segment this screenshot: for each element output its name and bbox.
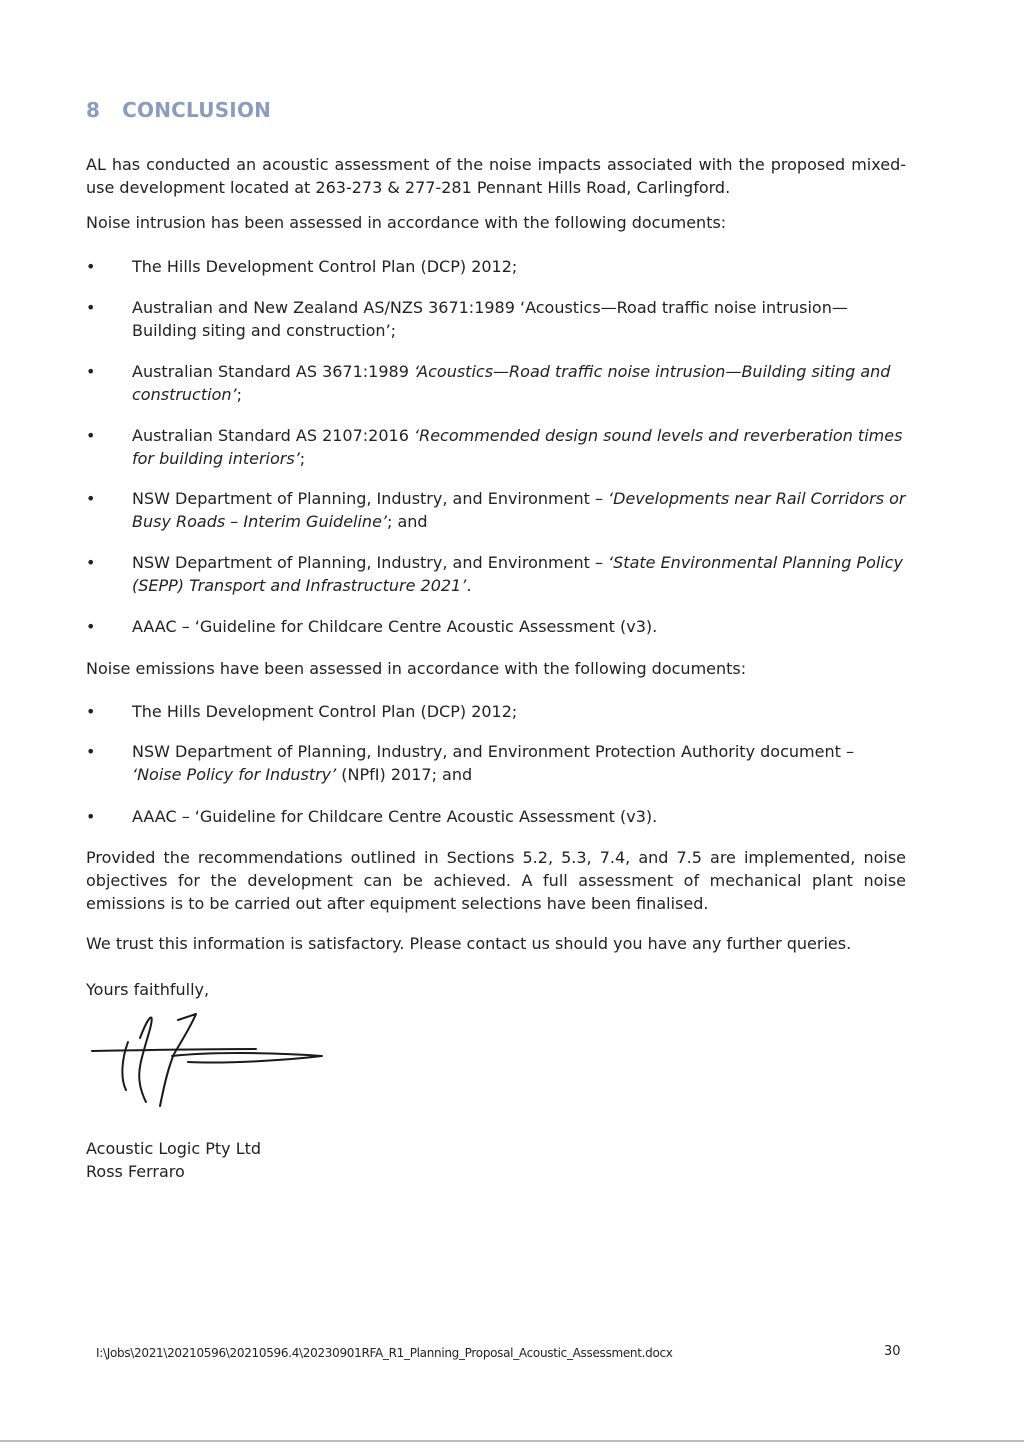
signatory-company: Acoustic Logic Pty Ltd	[86, 1139, 262, 1158]
doc-tail: .	[466, 576, 472, 595]
intro-paragraph: AL has conducted an acoustic assessment of the noise impacts associated with the proposed mixed-use development located at 263-273 & 277-281 Pennant Hills Road, Carlingford.	[86, 155, 906, 197]
recommendations-paragraph: Provided the recommendations outlined in Sections 5.2, 5.3, 7.4, and 7.5 are implemented, noise objectives for the development can be achieved. A full assessment of mechanical plant noise emissions is to be carried out after equipment selections have been finalised.	[86, 848, 906, 913]
bullet: •	[86, 257, 96, 276]
doc-title: ‘State Environmental Planning Policy (SEPP) Transport and Infrastructure 2021’	[132, 553, 904, 595]
page-number: 30	[884, 1344, 901, 1359]
doc-tail: ;	[236, 385, 242, 404]
doc-text: The Hills Development Control Plan (DCP) 2012;	[132, 702, 518, 721]
doc-text: NSW Department of Planning, Industry, and Environment Protection Authority document –	[132, 742, 854, 761]
closing-salutation: Yours faithfully,	[86, 980, 210, 999]
doc-text: NSW Department of Planning, Industry, and Environment –	[132, 489, 609, 508]
section-title: CONCLUSION	[122, 98, 272, 122]
emission-lead: Noise emissions have been assessed in accordance with the following documents:	[86, 659, 747, 678]
bullet: •	[86, 489, 96, 508]
bullet: •	[86, 742, 96, 761]
doc-title: ‘Noise Policy for Industry’	[132, 765, 337, 784]
doc-text: Australian Standard AS 3671:1989	[132, 362, 414, 381]
trust-paragraph: We trust this information is satisfactory. Please contact us should you have any further queries.	[86, 934, 852, 953]
doc-tail: ;	[299, 449, 306, 468]
signatory-name: Ross Ferraro	[86, 1162, 185, 1181]
doc-title: ‘Acoustics—Road traffic noise intrusion—Building siting and construction’	[132, 362, 891, 404]
bullet: •	[86, 617, 96, 636]
doc-text: AAAC – ‘Guideline for Childcare Centre Acoustic Assessment (v3).	[132, 617, 658, 636]
doc-title: ‘Developments near Rail Corridors or Busy Roads – Interim Guideline’	[132, 489, 906, 531]
footer-file-path: I:\Jobs\2021\20210596\20210596.4\20230901RFA_R1_Planning_Proposal_Acoustic_Assessment.docx	[96, 1346, 673, 1360]
bullet: •	[86, 362, 96, 381]
doc-title: ‘Recommended design sound levels and reverberation times for building interiors’	[132, 426, 903, 468]
bullet: •	[86, 298, 96, 317]
bullet: •	[86, 807, 96, 826]
intrusion-lead: Noise intrusion has been assessed in accordance with the following documents:	[86, 213, 727, 232]
signature-image	[88, 1008, 328, 1112]
doc-tail: (NPfI) 2017; and	[336, 765, 473, 784]
doc-text: The Hills Development Control Plan (DCP) 2012;	[132, 257, 518, 276]
doc-text: Australian and New Zealand AS/NZS 3671:1989 ‘Acoustics—Road traffic noise intrusion—Building siting and construction’;	[132, 298, 848, 340]
doc-text: NSW Department of Planning, Industry, and Environment –	[132, 553, 609, 572]
doc-text: Australian Standard AS 2107:2016	[132, 426, 414, 445]
doc-text: AAAC – ‘Guideline for Childcare Centre Acoustic Assessment (v3).	[132, 807, 658, 826]
section-heading	[86, 98, 271, 122]
bullet: •	[86, 426, 96, 445]
bullet: •	[86, 553, 96, 572]
bullet: •	[86, 702, 96, 721]
scan-edge-line	[0, 1440, 1024, 1442]
section-number: 8	[86, 98, 101, 122]
doc-tail: ; and	[387, 512, 428, 531]
